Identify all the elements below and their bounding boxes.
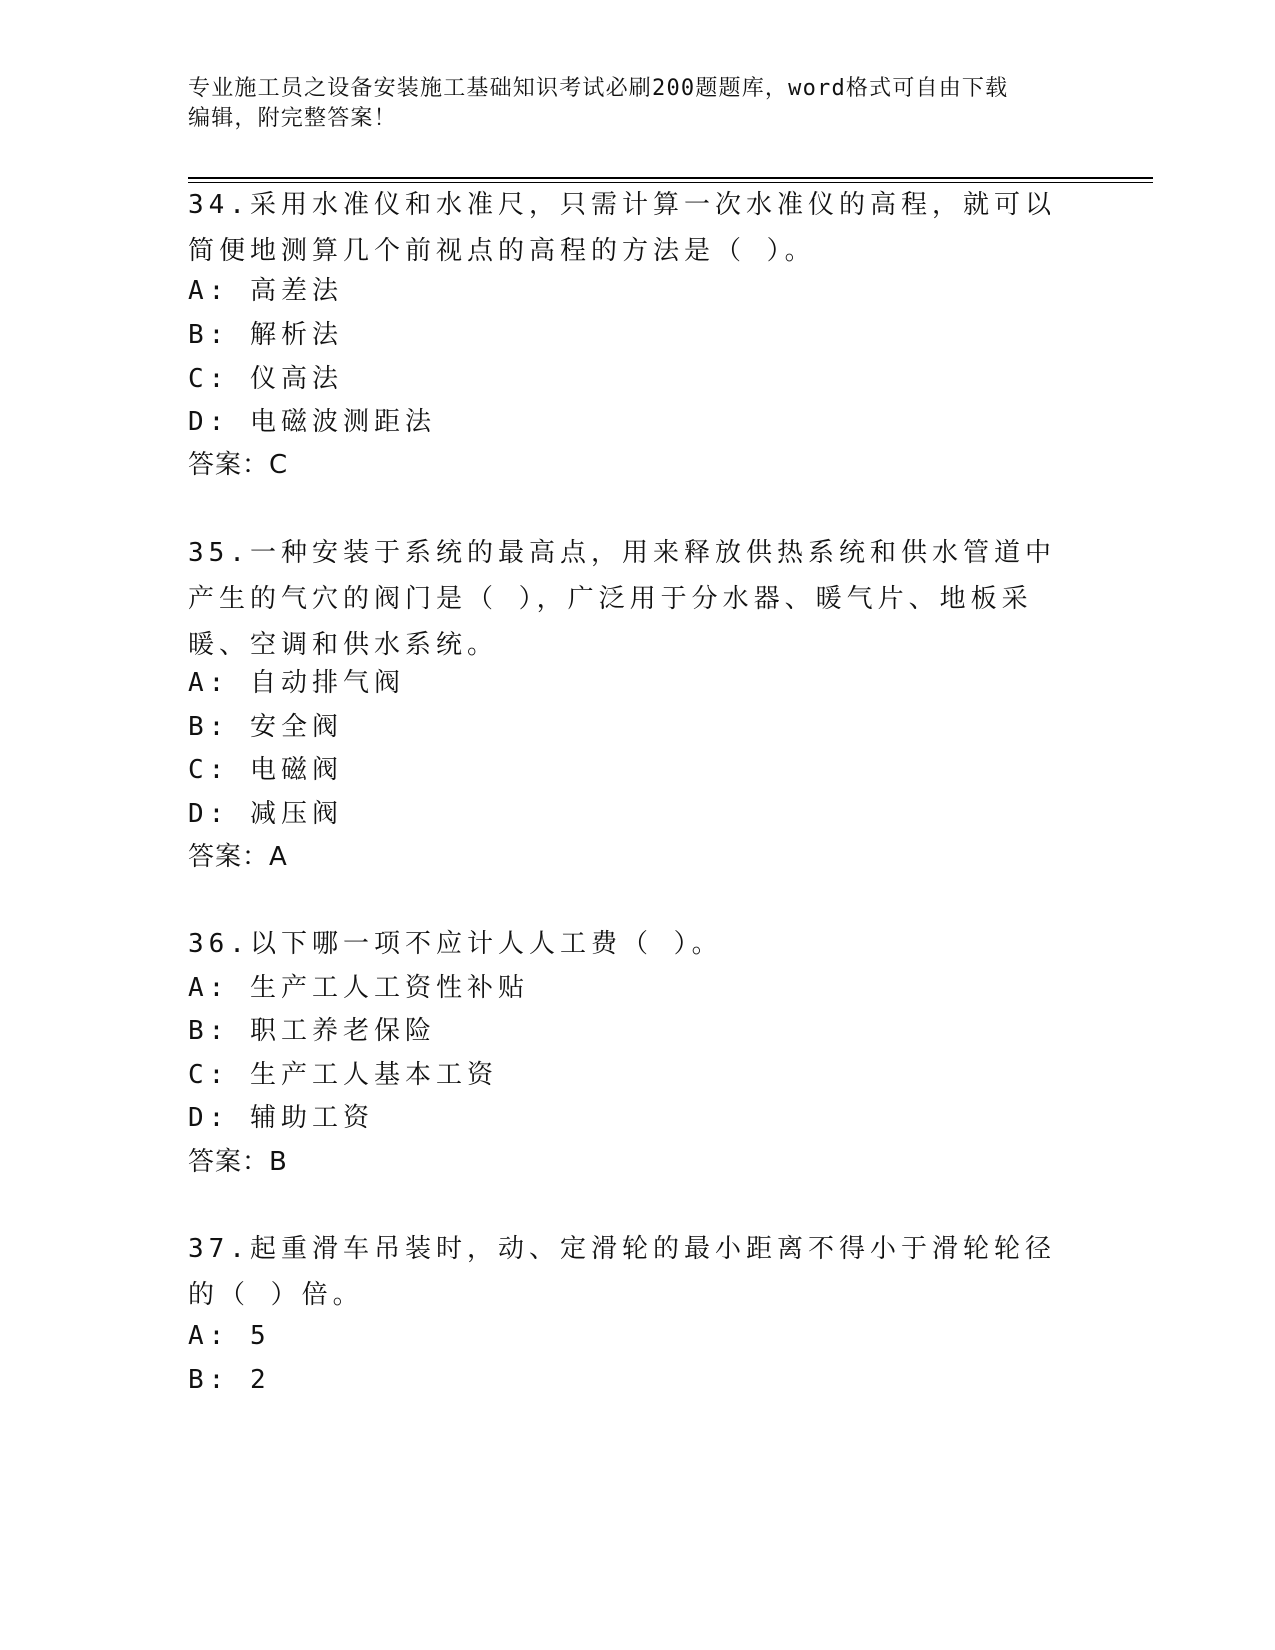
- header-title-line-2: 编辑，附完整答案！: [188, 106, 397, 131]
- question-36-answer: 答案：B: [188, 1147, 288, 1177]
- question-34-option-a: A: 高差法: [188, 276, 343, 306]
- question-34-answer: 答案：C: [188, 450, 289, 480]
- question-37-stem: 37.起重滑车吊装时，动、定滑轮的最小距离不得小于滑轮轮径的（ ）倍。: [188, 1234, 1056, 1310]
- question-34-option-d: D: 电磁波测距法: [188, 407, 436, 437]
- question-35-option-d: D: 减压阀: [188, 799, 343, 829]
- question-36-option-d: D: 辅助工资: [188, 1103, 374, 1133]
- header-divider-thick: [188, 177, 1153, 179]
- question-34-option-c: C: 仪高法: [188, 364, 343, 394]
- question-35-stem: 35.一种安装于系统的最高点，用来释放供热系统和供水管道中产生的气穴的阀门是（ ），广泛用于分水器、暖气片、地板采暖、空调和供水系统。: [188, 538, 1056, 660]
- question-34-option-b: B: 解析法: [188, 320, 343, 350]
- question-36-option-c: C: 生产工人基本工资: [188, 1060, 498, 1090]
- header-title-line-1: 专业施工员之设备安装施工基础知识考试必刷200题题库，word格式可自由下载: [188, 76, 1009, 101]
- question-35-answer: 答案：A: [188, 842, 288, 872]
- question-35-option-b: B: 安全阀: [188, 712, 343, 742]
- document-page: [188, 0, 1148, 1650]
- question-36-option-a: A: 生产工人工资性补贴: [188, 973, 529, 1003]
- question-37-option-a: A: 5: [188, 1321, 271, 1351]
- question-35-option-a: A: 自动排气阀: [188, 668, 405, 698]
- question-36-stem: 36.以下哪一项不应计人人工费（ ）。: [188, 929, 723, 959]
- question-35-option-c: C: 电磁阀: [188, 755, 343, 785]
- question-34-stem: 34.采用水准仪和水准尺，只需计算一次水准仪的高程，就可以简便地测算几个前视点的高程的方法是（ ）。: [188, 190, 1056, 266]
- question-36-option-b: B: 职工养老保险: [188, 1016, 436, 1046]
- document-header: [188, 74, 1088, 134]
- question-37-option-b: B: 2: [188, 1365, 271, 1395]
